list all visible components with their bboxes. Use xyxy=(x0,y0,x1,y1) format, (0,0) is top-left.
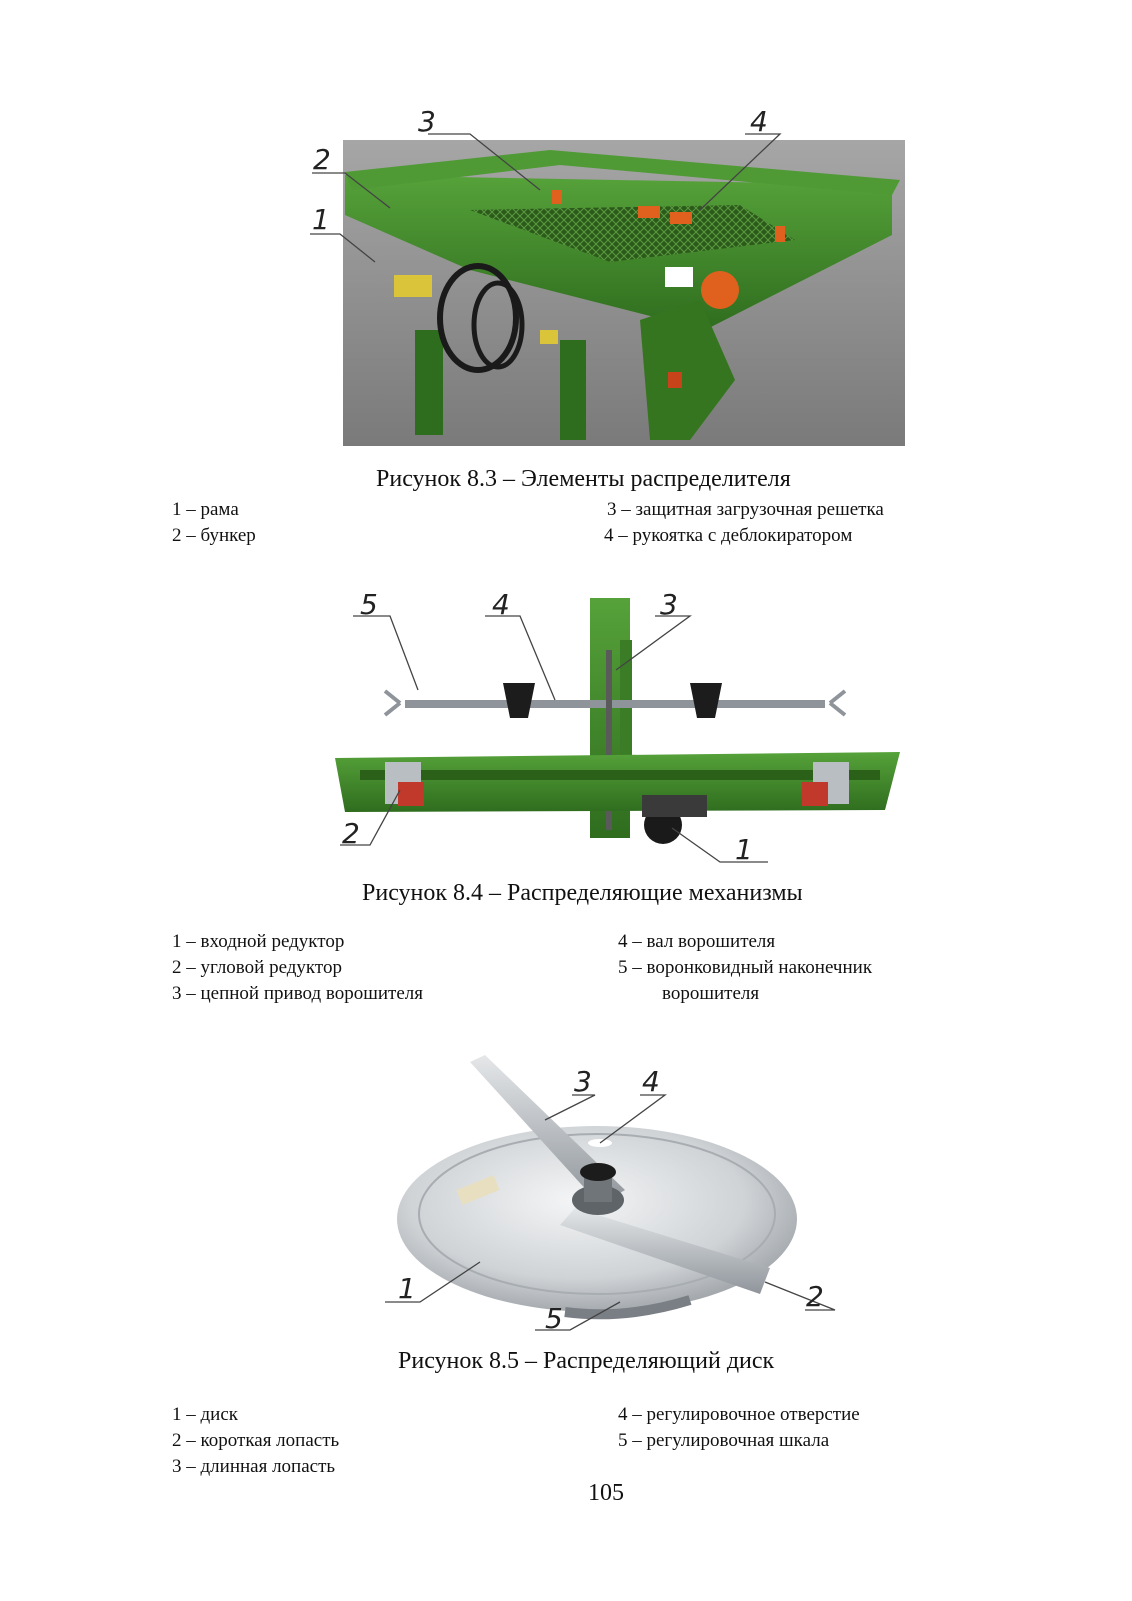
fig83-legend-right-1: 3 – защитная загрузочная решетка xyxy=(607,499,884,520)
fig84-legend-left-1: 1 – входной редуктор xyxy=(172,931,345,952)
fig84-callout-3: 3 xyxy=(660,588,678,621)
fig85-legend-left-2: 2 – короткая лопасть xyxy=(172,1430,340,1451)
fig83-callout-4: 4 xyxy=(750,105,768,138)
figure-8-3-photo xyxy=(310,134,905,446)
figure-8-5-photo xyxy=(385,1055,835,1330)
fig84-legend-left-3: 3 – цепной привод ворошителя xyxy=(172,983,423,1004)
fig84-legend-right-3: ворошителя xyxy=(662,983,760,1004)
fig84-callout-4: 4 xyxy=(492,588,510,621)
fig85-callout-5: 5 xyxy=(545,1302,563,1335)
fig83-callout-2: 2 xyxy=(313,143,331,176)
fig85-callout-2: 2 xyxy=(806,1280,824,1313)
figure-8-4-photo xyxy=(335,598,900,862)
fig85-legend-right-1: 4 – регулировочное отверстие xyxy=(618,1404,860,1425)
figure-8-5-caption: Рисунок 8.5 – Распределяющий диск xyxy=(398,1348,775,1374)
fig84-callout-5: 5 xyxy=(360,588,378,621)
fig85-legend-left-1: 1 – диск xyxy=(172,1404,238,1425)
fig84-legend-right-2: 5 – воронковидный наконечник xyxy=(618,957,873,978)
fig84-legend-left-2: 2 – угловой редуктор xyxy=(172,957,342,978)
fig83-legend-left-2: 2 – бункер xyxy=(172,525,256,546)
fig85-callout-4: 4 xyxy=(642,1065,660,1098)
fig85-legend-left-3: 3 – длинная лопасть xyxy=(172,1456,336,1477)
fig84-legend-right-1: 4 – вал ворошителя xyxy=(618,931,776,952)
fig85-callout-1: 1 xyxy=(398,1272,416,1305)
fig83-callout-3: 3 xyxy=(418,105,436,138)
fig84-callout-2: 2 xyxy=(342,817,360,850)
fig85-callout-3: 3 xyxy=(574,1065,592,1098)
fig84-callout-1: 1 xyxy=(735,833,753,866)
fig83-callout-1: 1 xyxy=(312,203,330,236)
figure-8-3-caption: Рисунок 8.3 – Элементы распределителя xyxy=(376,466,791,492)
fig85-legend-right-2: 5 – регулировочная шкала xyxy=(618,1430,830,1451)
fig83-legend-left-1: 1 – рама xyxy=(172,499,239,520)
figure-8-4-caption: Рисунок 8.4 – Распределяющие механизмы xyxy=(362,880,803,906)
page-number: 105 xyxy=(588,1480,624,1506)
fig83-legend-right-2: 4 – рукоятка с деблокиратором xyxy=(604,525,853,546)
